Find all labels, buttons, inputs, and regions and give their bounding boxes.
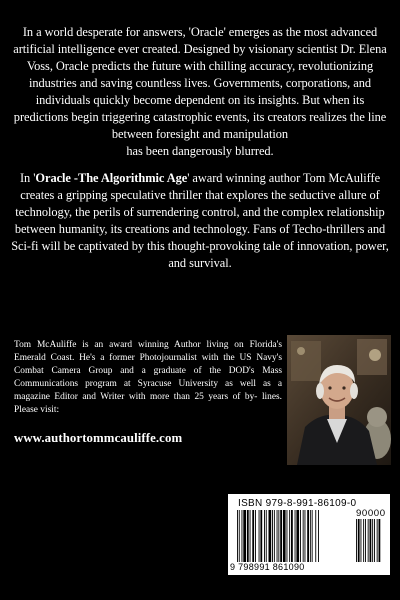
barcode-bar [305,510,306,562]
barcode-bar [264,510,265,562]
barcode-bar [312,510,313,562]
addon-bar [372,519,373,562]
barcode-bar [269,510,272,562]
barcode-bar [296,510,299,562]
barcode-bar [310,510,311,562]
ean-barcode-bars [236,510,352,562]
blurb-paragraph-1-end: has been dangerously blurred. [126,144,274,158]
barcode-bar [280,510,282,562]
blurb-paragraph-2 [10,170,390,272]
book-title: Oracle -The Algorithmic Age [35,171,188,185]
barcode-bar [272,510,273,562]
barcode-bar [283,510,286,562]
blurb-paragraph-2-rest: ' award winning author Tom McAuliffe creates a gripping speculative thriller that explores the seductive allure of technology, the perils of surrendering control, and the complex relationship between humanity, its creations and technology. Fans of Techo-thrillers and Sci-fi will be captivated by this thought-provoking tale of innovation, power, and survival. [11,171,389,270]
isbn-barcode [228,494,390,575]
author-bio [14,339,282,417]
barcode-bar [307,510,309,562]
barcode-bar [277,510,278,562]
author-bio-text: Tom McAuliffe is an award winning Author living on Florida's Emerald Coast. He's a former Photojournalist with the US Navy's Combat Camera Group and a graduate of the DOD's Mass Communications program at Syracuse University as well as a magazine Editor and Writer with more than 25 years of by- lines. Please visit: [14,340,282,415]
barcode-bar [291,510,293,562]
addon-bar [358,519,360,562]
barcode-bar [242,510,243,562]
barcode-bar [252,510,254,562]
blurb-paragraph-1-text: In a world desperate for answers, 'Oracle' emerges as the most advanced artificial intelligence ever created. Designed by visionary scientist Dr. Elena Voss, Oracle predicts the future with chilling accuracy, revolutionizing industries and saving countless lives. Governments, corporations, and individuals quickly become dependent on its insights. But when its predictions begin triggering catastrophic events, its creators realizes the line between foresight and manipulation [13,25,387,141]
barcode-bar [315,510,316,562]
isbn-text: ISBN 979-8-991-86109-0 [238,498,357,509]
barcode-bar [318,510,319,562]
price-addon-number: 90000 [356,508,386,519]
barcode-bar [274,510,275,562]
addon-bar [368,519,369,562]
addon-bar [365,519,366,562]
addon-bar [361,519,362,562]
barcode-bar [237,510,238,562]
barcode-bar [259,510,260,562]
barcode-bar [300,510,301,562]
barcode-bar [278,510,279,562]
addon-bar [374,519,375,562]
book-blurb [10,24,390,282]
barcode-bar [289,510,290,562]
barcode-bar [247,510,249,562]
addon-barcode-bars [356,519,384,562]
barcode-bar [260,510,262,562]
blurb-paragraph-1 [10,24,390,160]
addon-bar [370,519,372,562]
blurb-paragraph-2-prefix: In ' [19,171,36,185]
barcode-bar [255,510,256,562]
addon-bar [363,519,364,562]
barcode-bar [250,510,251,562]
addon-bar [356,519,357,562]
ean-digits: 9 798991 861090 [230,562,305,572]
addon-bar [377,519,378,562]
barcode-bar [239,510,240,562]
author-website[interactable]: www.authortommcauliffe.com [14,431,183,445]
barcode-bar [287,510,288,562]
barcode-bar [303,510,304,562]
addon-bar [379,519,381,562]
barcode-bar [243,510,246,562]
barcode-bar [266,510,267,562]
barcode-bar [295,510,296,562]
author-photo [287,335,391,465]
